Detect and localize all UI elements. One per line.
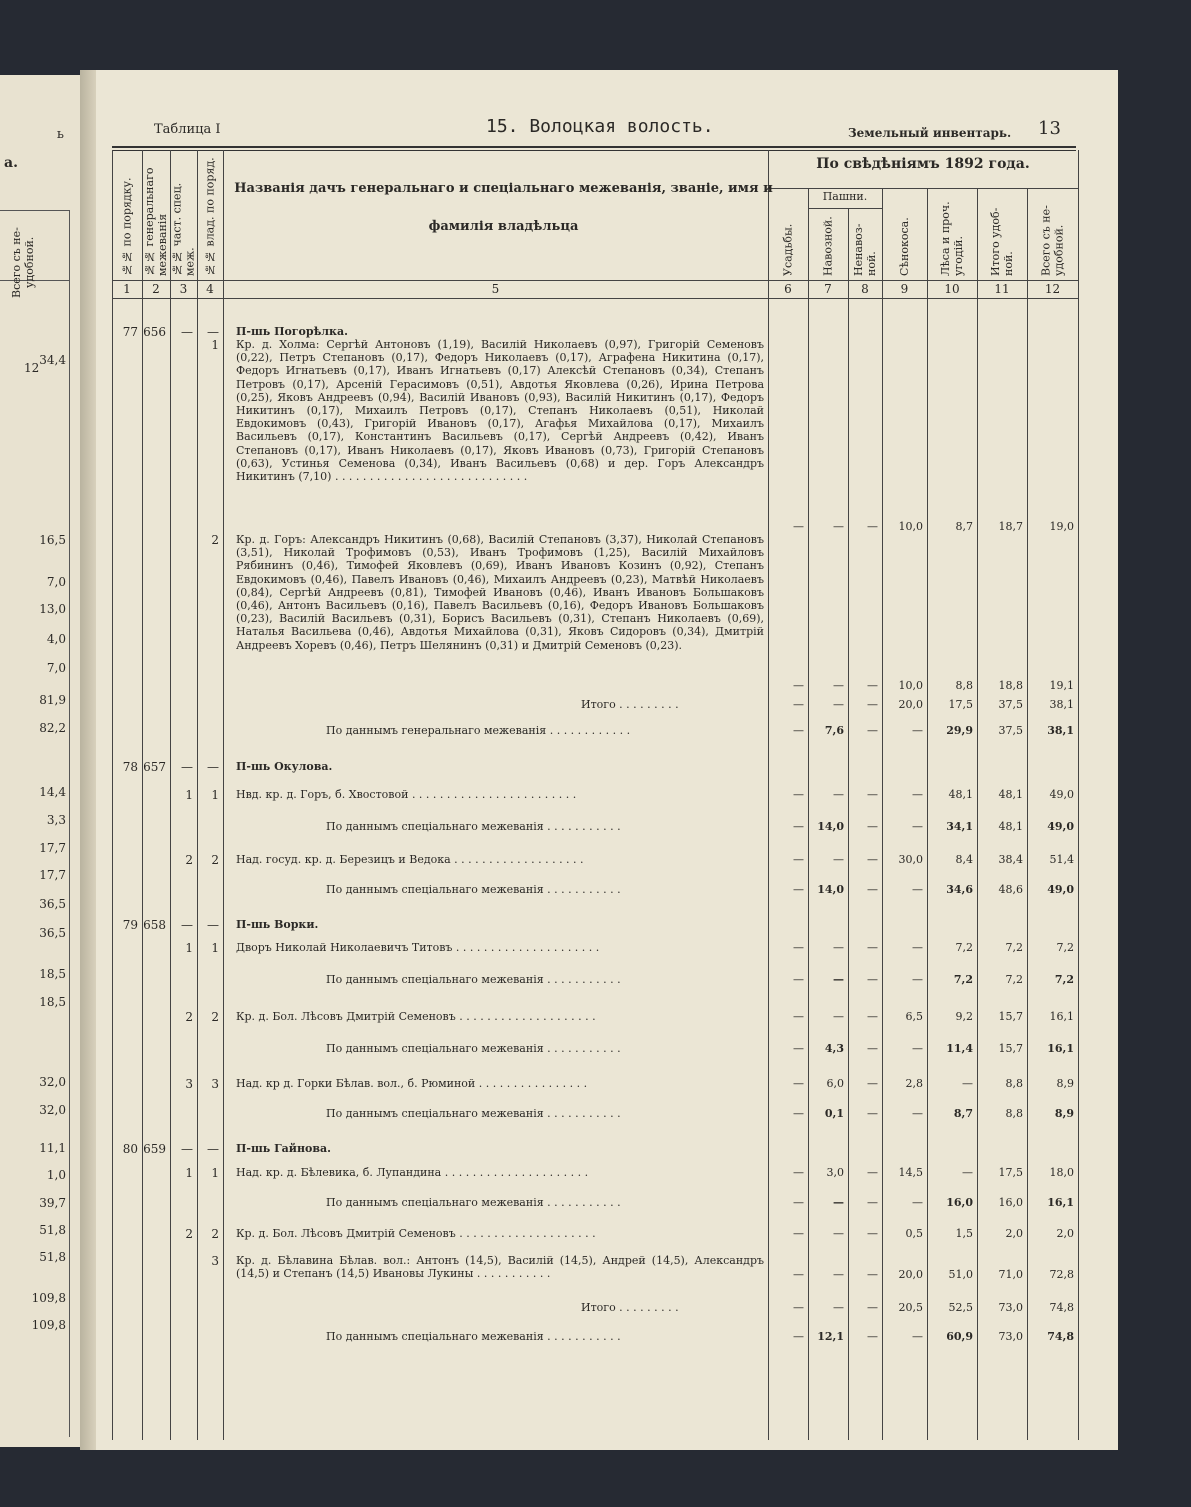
cell-v11: 71,0 [998, 1268, 1023, 1281]
cell-v7: 7,6 [824, 724, 844, 737]
cell-v11: 38,4 [998, 853, 1023, 866]
row-number: 1 [185, 941, 193, 955]
table-label: Таблица I [154, 122, 221, 137]
cell-v11: 48,6 [998, 883, 1023, 896]
cell-v10: 48,1 [948, 788, 973, 801]
left-page-value: 11,1 [39, 1141, 66, 1155]
column-header-7: Навозной. [821, 216, 835, 276]
column-header-5: Названія дачъ генеральнаго и спеціальнаго межеванія, званіе, имя и фамилія владѣльца [234, 181, 773, 234]
row-number: 3 [185, 1077, 193, 1091]
left-page-value: 13,0 [39, 602, 66, 616]
cell-v11: 7,2 [1005, 941, 1023, 954]
row-number: — [207, 1142, 219, 1156]
cell-v8: — [867, 1042, 878, 1055]
cell-v6: — [793, 853, 804, 866]
cell-v9: — [912, 1042, 923, 1055]
cell-v12: 18,0 [1049, 1166, 1074, 1179]
cell-v6: — [793, 520, 804, 533]
page-number: 13 [1038, 118, 1061, 139]
cell-v9: — [912, 788, 923, 801]
left-page-value: 109,8 [31, 1318, 66, 1332]
cell-v12: 38,1 [1049, 698, 1074, 711]
cell-v6: — [793, 973, 804, 986]
column-header-8: Ненавоз-ной. [852, 223, 878, 276]
cell-v12: 38,1 [1047, 724, 1074, 737]
column-number: 10 [944, 282, 960, 296]
cell-v6: — [793, 1196, 804, 1209]
estate-name: П-шь Ворки. [236, 918, 319, 931]
cell-v12: 16,1 [1047, 1196, 1074, 1209]
cell-v6: — [793, 1077, 804, 1090]
cell-v10: 7,2 [953, 973, 973, 986]
left-page-value: 16,5 [39, 533, 66, 547]
column-number: 9 [900, 282, 909, 296]
left-page-value: 36,5 [39, 897, 66, 911]
cell-v6: — [793, 1268, 804, 1281]
cell-v8: — [867, 1166, 878, 1179]
cell-v10: 29,9 [946, 724, 973, 737]
cell-v9: — [912, 1107, 923, 1120]
row-number: — [207, 918, 219, 932]
cell-v9: 10,0 [898, 679, 923, 692]
cell-v10: 34,1 [946, 820, 973, 833]
cell-v11: 2,0 [1005, 1227, 1023, 1240]
cell-v12: 16,1 [1049, 1010, 1074, 1023]
cell-v12: 19,1 [1049, 679, 1074, 692]
cell-v11: 48,1 [998, 788, 1023, 801]
cell-v8: — [867, 820, 878, 833]
cell-v9: 14,5 [898, 1166, 923, 1179]
cell-v8: — [867, 698, 878, 711]
cell-v9: 2,8 [905, 1077, 923, 1090]
row-number: 658 [143, 918, 166, 932]
row-number: — [181, 1142, 193, 1156]
total-label: Итого . . . . . . . . . [581, 1301, 679, 1314]
cell-v7: 0,1 [824, 1107, 844, 1120]
column-header-4: №№ влад. по поряд. [203, 157, 217, 276]
row-number: 1 [211, 941, 219, 955]
cell-v6: — [793, 883, 804, 896]
cell-v12: 49,0 [1047, 820, 1074, 833]
column-number: 3 [179, 282, 188, 296]
column-number: 1 [123, 282, 131, 296]
row-number: 657 [143, 760, 166, 774]
left-page-value: 4,0 [46, 632, 66, 646]
row-number: 2 [211, 533, 219, 547]
column-number: 6 [784, 282, 792, 296]
cell-v12: 72,8 [1049, 1268, 1074, 1281]
column-number: 11 [994, 282, 1010, 296]
cell-v10: 34,6 [946, 883, 973, 896]
row-number: 3 [211, 1254, 219, 1268]
left-page-value: 51,8 [39, 1250, 66, 1264]
cell-v8: — [867, 1196, 878, 1209]
left-page-value: 7,0 [46, 661, 66, 675]
left-page-heading: а. [4, 155, 18, 171]
cell-v8: — [867, 973, 878, 986]
cell-v9: — [912, 883, 923, 896]
cell-v6: — [793, 1042, 804, 1055]
column-number: 2 [152, 282, 160, 296]
column-number: 8 [861, 282, 869, 296]
cell-v8: — [867, 788, 878, 801]
survey-label: По даннымъ спеціальнаго межеванія . . . . . . . . . . . [326, 1107, 621, 1120]
survey-label: По даннымъ спеціальнаго межеванія . . . . . . . . . . . [326, 1042, 621, 1055]
owner-description: Кр. д. Горъ: Александръ Никитинъ (0,68), Василій Степановъ (3,37), Николай Степановъ (3,51), Николай Трофимовъ (0,53), Иванъ Трофимовъ (1,25), Василій Михайловъ Рябининъ (0,46), Тимофей Яковлевъ (0,69), Иванъ Ивановъ Козинъ (0,92), Степанъ Евдокимовъ (0,46), Павелъ Ивановъ (0,46), Михаилъ Андреевъ (0,23), Матвѣй Николаевъ (0,84), Сергѣй Андреевъ (0,81), Тимофей Ивановъ (0,46), Иванъ Ивановъ Большаковъ (0,46), Антонъ Васильевъ (0,16), Павелъ Васильевъ (0,16), Федоръ Ивановъ Большаковъ (0,23), Василій Васильевъ (0,31), Борисъ Васильевъ (0,31), Степанъ Николаевъ (0,69), Наталья Васильева (0,46), Авдотья Михайлова (0,31), Яковъ Сидоровъ (0,34), Дмитрій Андреевъ Хоревъ (0,46), Петръ Шелянинъ (0,31) и Дмитрій Семеновъ (0,23). [236, 533, 764, 652]
cell-v6: — [793, 724, 804, 737]
cell-v6: — [793, 941, 804, 954]
cell-v11: 73,0 [998, 1301, 1023, 1314]
inventory-label: Земельный инвентарь. [848, 126, 1012, 140]
cell-v11: 37,5 [998, 724, 1023, 737]
cell-v7: — [833, 1010, 844, 1023]
cell-v9: — [912, 941, 923, 954]
row-number: 1 [211, 788, 219, 802]
column-number: 12 [1044, 282, 1061, 296]
owner-description: Над. кр д. Горки Бѣлав. вол., б. Рюминой . . . . . . . . . . . . . . . . [236, 1077, 588, 1090]
left-page-value: 81,9 [39, 693, 66, 707]
cell-v8: — [867, 1077, 878, 1090]
cell-v7: 6,0 [826, 1077, 844, 1090]
survey-label: По даннымъ спеціальнаго межеванія . . . . . . . . . . . [326, 820, 621, 833]
cell-v7: 4,3 [824, 1042, 844, 1055]
column-header-10: Лѣса и проч. угодій. [939, 201, 965, 276]
owner-description: Над. кр. д. Бѣлевика, б. Лупандина . . . . . . . . . . . . . . . . . . . . . [236, 1166, 589, 1179]
cell-v8: — [867, 1010, 878, 1023]
cell-v7: — [833, 698, 844, 711]
row-number: 2 [185, 1010, 193, 1024]
column-header-1: №№ по порядку. [120, 177, 134, 276]
cell-v10: 9,2 [955, 1010, 973, 1023]
left-page-column-number: 12 [24, 361, 40, 375]
cell-v6: — [793, 1330, 804, 1343]
cell-v6: — [793, 1227, 804, 1240]
cell-v12: 8,9 [1056, 1077, 1074, 1090]
cell-v9: 0,5 [905, 1227, 923, 1240]
column-group-pashni: Пашни. [822, 190, 868, 203]
cell-v11: 37,5 [998, 698, 1023, 711]
left-page-value: 14,4 [39, 785, 66, 799]
row-number: 1 [185, 788, 193, 802]
cell-v12: 49,0 [1049, 788, 1074, 801]
owner-description: Кр. д. Холма: Сергѣй Антоновъ (1,19), Василій Николаевъ (0,97), Григорій Семеновъ (0,22), Петръ Степановъ (0,17), Федоръ Николаевъ (0,17), Аграфена Никитина (0,17), Федоръ Игнатьевъ (0,17), Иванъ Игнатьевъ (0,17) Алексѣй Степановъ (0,34), Степанъ Петровъ (0,17), Арсеній Герасимовъ (0,51), Авдотья Яковлева (0,26), Ирина Петрова (0,25), Яковъ Андреевъ (0,94), Василій Ивановъ (0,93), Василій Никитинъ (0,17), Федоръ Никитинъ (0,17), Михаилъ Петровъ (0,17), Степанъ Николаевъ (0,51), Николай Евдокимовъ (0,43), Григорій Ивановъ (0,17), Агафья Михайлова (0,17), Михаилъ Васильевъ (0,17), Константинъ Васильевъ (0,17), Сергѣй Андреевъ (0,42), Иванъ Степановъ (0,17), Иванъ Николаевъ (0,17), Яковъ Ивановъ (0,73), Григорій Степановъ (0,63), Устинья Семенова (0,34), Иванъ Васильевъ (0,68) и дер. Горъ Александръ Никитинъ (7,10) . . . . . . . . . . . . . . . . . . . . . . . . . . . . [236, 338, 764, 484]
cell-v12: 74,8 [1047, 1330, 1074, 1343]
cell-v8: — [867, 520, 878, 533]
row-number: 77 [122, 325, 138, 339]
row-number: — [207, 760, 219, 774]
cell-v8: — [867, 1301, 878, 1314]
cell-v9: — [912, 1196, 923, 1209]
owner-description: Дворъ Николай Николаевичъ Титовъ . . . . . . . . . . . . . . . . . . . . . [236, 941, 600, 954]
cell-v10: 8,8 [955, 679, 973, 692]
cell-v7: — [833, 973, 844, 986]
cell-v9: 20,0 [898, 698, 923, 711]
cell-v10: 11,4 [946, 1042, 973, 1055]
cell-v8: — [867, 679, 878, 692]
row-number: 79 [122, 918, 138, 932]
owner-description: Над. госуд. кр. д. Березицъ и Ведока . . . . . . . . . . . . . . . . . . . [236, 853, 584, 866]
cell-v10: 16,0 [946, 1196, 973, 1209]
left-page-value: 18,5 [39, 967, 66, 981]
estate-name: П-шь Окулова. [236, 760, 333, 773]
left-page-value: 1,0 [46, 1168, 66, 1182]
page-header [96, 116, 1118, 146]
cell-v12: 74,8 [1049, 1301, 1074, 1314]
owner-description: Кр. д. Бѣлавина Бѣлав. вол.: Антонъ (14,5), Василій (14,5), Андрей (14,5), Александръ (14,5) и Степанъ (14,5) Ивановы Лукины . . . . . . . . . . . [236, 1254, 764, 1281]
cell-v7: — [833, 679, 844, 692]
cell-v9: 6,5 [905, 1010, 923, 1023]
left-page-value: 32,0 [39, 1103, 66, 1117]
row-number: 2 [211, 1010, 219, 1024]
cell-v9: 30,0 [898, 853, 923, 866]
page-title: 15. Волоцкая волость. [486, 116, 714, 137]
cell-v11: 7,2 [1005, 973, 1023, 986]
cell-v11: 15,7 [998, 1042, 1023, 1055]
cell-v7: — [833, 1196, 844, 1209]
cell-v12: 51,4 [1049, 853, 1074, 866]
left-page-header: ь [56, 127, 64, 142]
row-number: 656 [143, 325, 166, 339]
column-header-9: Сѣнокоса. [898, 217, 911, 276]
left-page-value: 36,5 [39, 926, 66, 940]
cell-v10: 7,2 [955, 941, 973, 954]
column-header-12: Всего съ не-удобной. [1039, 205, 1066, 276]
cell-v8: — [867, 883, 878, 896]
cell-v7: — [833, 1301, 844, 1314]
survey-label: По даннымъ спеціальнаго межеванія . . . . . . . . . . . [326, 1330, 621, 1343]
cell-v8: — [867, 941, 878, 954]
cell-v6: — [793, 1301, 804, 1314]
column-header-3: №№ част. спец. меж. [170, 182, 197, 276]
left-page-value: 51,8 [39, 1223, 66, 1237]
survey-label: По даннымъ генеральнаго межеванія . . . . . . . . . . . . [326, 724, 631, 737]
cell-v12: 8,9 [1054, 1107, 1074, 1120]
cell-v11: 17,5 [998, 1166, 1023, 1179]
left-page-value: 17,7 [39, 841, 66, 855]
cell-v10: 60,9 [946, 1330, 973, 1343]
cell-v10: 51,0 [948, 1268, 973, 1281]
column-number: 5 [491, 282, 500, 296]
row-number: 80 [122, 1142, 138, 1156]
cell-v8: — [867, 1330, 878, 1343]
owner-description: Нвд. кр. д. Горъ, б. Хвостовой . . . . . . . . . . . . . . . . . . . . . . . . [236, 788, 577, 801]
cell-v11: 18,8 [998, 679, 1023, 692]
cell-v6: — [793, 1010, 804, 1023]
row-number: 2 [185, 1227, 193, 1241]
cell-v10: 17,5 [948, 698, 973, 711]
left-page-fragment [0, 75, 80, 1447]
cell-v7: — [833, 941, 844, 954]
cell-v9: 10,0 [898, 520, 923, 533]
cell-v11: 8,8 [1005, 1077, 1023, 1090]
cell-v7: — [833, 1227, 844, 1240]
left-page-column-header: Всего съ не-удобной. [10, 227, 36, 298]
left-page-value: 3,3 [46, 813, 66, 827]
cell-v7: 12,1 [817, 1330, 844, 1343]
cell-v7: — [833, 1268, 844, 1281]
survey-label: По даннымъ спеціальнаго межеванія . . . . . . . . . . . [326, 973, 621, 986]
cell-v12: 49,0 [1047, 883, 1074, 896]
cell-v8: — [867, 724, 878, 737]
book-gutter [80, 70, 96, 1450]
cell-v10: — [962, 1166, 973, 1179]
cell-v6: — [793, 788, 804, 801]
row-number: — [181, 760, 193, 774]
cell-v11: 16,0 [998, 1196, 1023, 1209]
cell-v9: 20,5 [898, 1301, 923, 1314]
cell-v10: 8,7 [955, 520, 973, 533]
cell-v12: 7,2 [1056, 941, 1074, 954]
row-number: — [181, 325, 193, 339]
left-page-value: 82,2 [39, 721, 66, 735]
cell-v10: 8,4 [955, 853, 973, 866]
total-label: Итого . . . . . . . . . [581, 698, 679, 711]
left-page-value: 7,0 [46, 575, 66, 589]
estate-name: П-шь Гайнова. [236, 1142, 331, 1155]
cell-v7: 3,0 [826, 1166, 844, 1179]
cell-v11: 15,7 [998, 1010, 1023, 1023]
row-number: 1 [211, 1166, 219, 1180]
owner-description: Кр. д. Бол. Лѣсовъ Дмитрій Семеновъ . . . . . . . . . . . . . . . . . . . . [236, 1227, 596, 1240]
column-header-2: №№ генеральнаго межеванія [143, 167, 169, 276]
row-number: 1 [185, 1166, 193, 1180]
cell-v12: 2,0 [1056, 1227, 1074, 1240]
column-group-1892: По свѣдѣніямъ 1892 года. [816, 156, 1030, 172]
cell-v11: 8,8 [1005, 1107, 1023, 1120]
left-page-value: 34,4 [39, 353, 66, 367]
cell-v7: — [833, 788, 844, 801]
cell-v6: — [793, 679, 804, 692]
row-number: 659 [143, 1142, 166, 1156]
estate-name: П-шь Погорѣлка. [236, 325, 348, 338]
row-number: 3 [211, 1077, 219, 1091]
cell-v7: — [833, 853, 844, 866]
row-number: 2 [185, 853, 193, 867]
left-page-value: 18,5 [39, 995, 66, 1009]
cell-v8: — [867, 1268, 878, 1281]
cell-v7: — [833, 520, 844, 533]
cell-v12: 16,1 [1047, 1042, 1074, 1055]
cell-v7: 14,0 [817, 820, 844, 833]
cell-v12: 19,0 [1049, 520, 1074, 533]
column-header-11: Итого удоб-ной. [989, 207, 1015, 276]
left-page-value: 109,8 [31, 1291, 66, 1305]
cell-v8: — [867, 1227, 878, 1240]
survey-label: По даннымъ спеціальнаго межеванія . . . . . . . . . . . [326, 1196, 621, 1209]
left-page-value: 17,7 [39, 868, 66, 882]
cell-v10: 1,5 [955, 1227, 973, 1240]
cell-v8: — [867, 1107, 878, 1120]
row-number: — [181, 918, 193, 932]
row-number: 2 [211, 1227, 219, 1241]
cell-v6: — [793, 820, 804, 833]
cell-v8: — [867, 853, 878, 866]
row-number: 2 [211, 853, 219, 867]
left-page-value: 32,0 [39, 1075, 66, 1089]
row-number: — [207, 325, 219, 339]
owner-description: Кр. д. Бол. Лѣсовъ Дмитрій Семеновъ . . . . . . . . . . . . . . . . . . . . [236, 1010, 596, 1023]
cell-v9: — [912, 820, 923, 833]
cell-v11: 73,0 [998, 1330, 1023, 1343]
column-header-6: Усадьбы. [781, 223, 795, 276]
cell-v12: 7,2 [1054, 973, 1074, 986]
cell-v9: 20,0 [898, 1268, 923, 1281]
cell-v11: 18,7 [998, 520, 1023, 533]
survey-label: По даннымъ спеціальнаго межеванія . . . . . . . . . . . [326, 883, 621, 896]
cell-v10: — [962, 1077, 973, 1090]
cell-v7: 14,0 [817, 883, 844, 896]
document-page [96, 70, 1118, 1450]
row-number: 1 [211, 338, 219, 352]
row-number: 78 [122, 760, 138, 774]
cell-v6: — [793, 698, 804, 711]
cell-v11: 48,1 [998, 820, 1023, 833]
cell-v9: — [912, 724, 923, 737]
cell-v10: 52,5 [948, 1301, 973, 1314]
cell-v10: 8,7 [953, 1107, 973, 1120]
left-page-value: 39,7 [39, 1196, 66, 1210]
cell-v6: — [793, 1107, 804, 1120]
cell-v9: — [912, 1330, 923, 1343]
column-number: 4 [206, 282, 214, 296]
cell-v6: — [793, 1166, 804, 1179]
column-number: 7 [824, 282, 832, 296]
cell-v9: — [912, 973, 923, 986]
